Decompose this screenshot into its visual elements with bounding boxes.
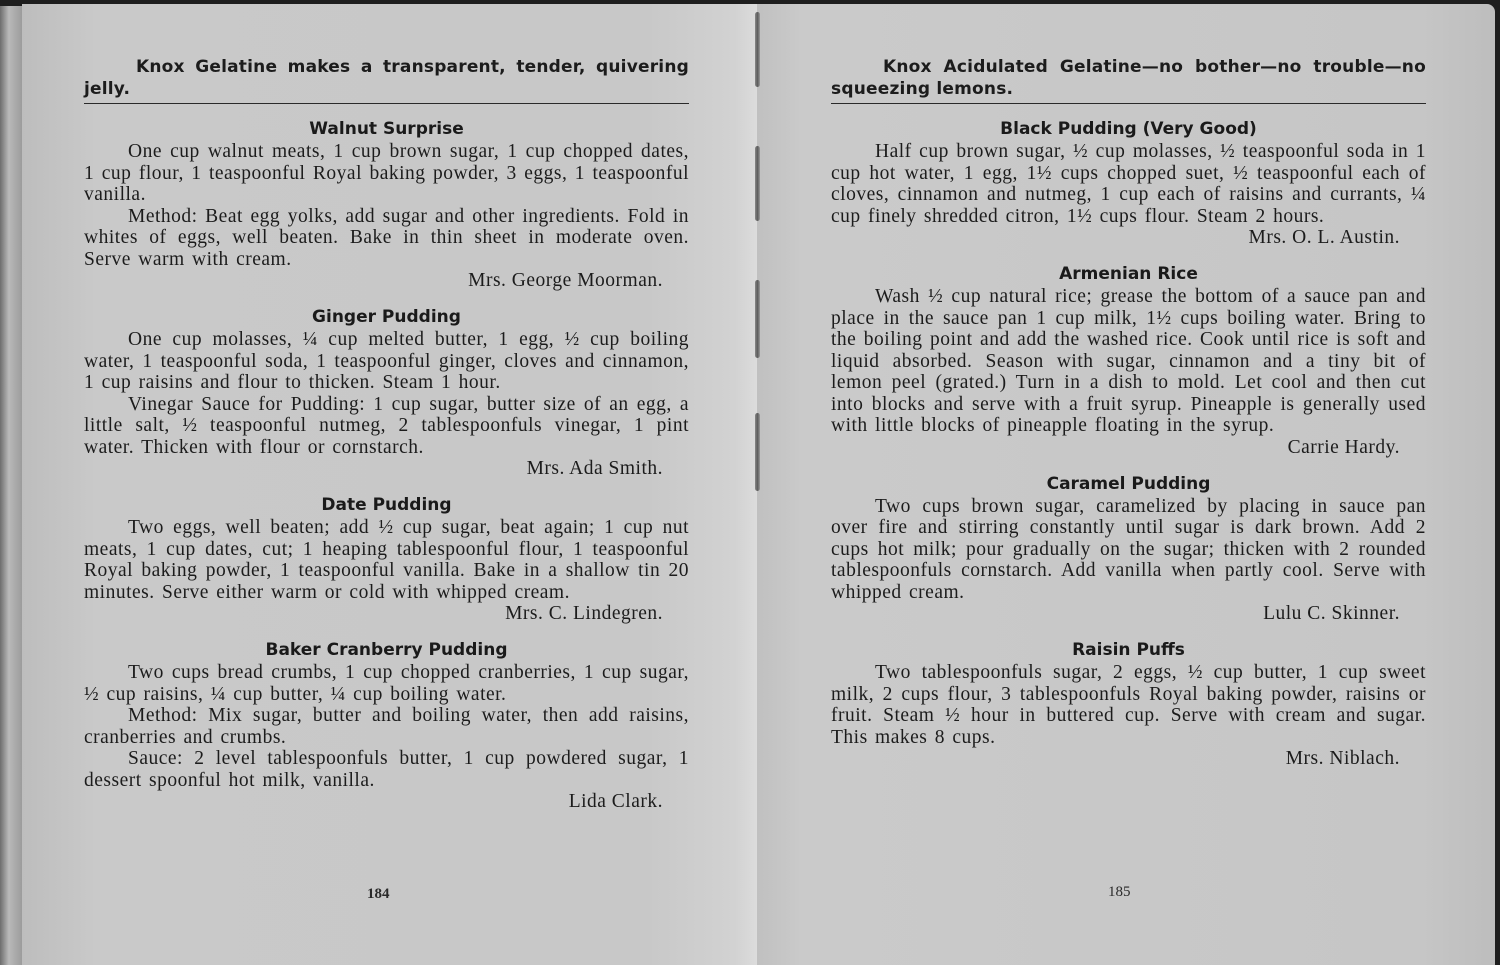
recipe-paragraph: Wash ½ cup natural rice; grease the bottom of a sauce pan and place in the sauce pan 1 cup milk, 1½ cups boiling water. Bring to the boiling point and add the washed rice. Cook until rice is soft and liquid absorbed. Season with sugar, cinnamon and a tiny bit of lemon peel (grated.) Turn in a dish to mold. Let cool and then cut into blocks and serve with a fruit syrup. Pineapple is generally used with little blocks of pineapple floating in the syrup. xyxy=(831,286,1426,436)
recipe-paragraph: Two tablespoonfuls sugar, 2 eggs, ½ cup butter, 1 cup sweet milk, 2 cups flour, 3 tablespoonfuls Royal baking powder, raisins or fruit. Steam ½ hour in buttered cup. Serve with cream and sugar. This makes 8 cups. xyxy=(831,662,1426,748)
recipe-armenian-rice xyxy=(831,263,1426,459)
recipe-author: Mrs. C. Lindegren. xyxy=(505,603,663,624)
recipe-author: Lida Clark. xyxy=(568,791,663,812)
recipe-paragraph: One cup walnut meats, 1 cup brown sugar, 1 cup chopped dates, 1 cup flour, 1 teaspoonful Royal baking powder, 3 eggs, 1 teaspoonful vanilla. xyxy=(84,141,689,205)
page-number: 185 xyxy=(1108,884,1131,900)
recipe-title: Walnut Surprise xyxy=(309,119,464,139)
recipe-date-pudding xyxy=(84,494,689,625)
recipe-black-pudding xyxy=(831,118,1426,249)
recipe-paragraph: Vinegar Sauce for Pudding: 1 cup sugar, butter size of an egg, a little salt, ½ teaspoonful nutmeg, 2 tablespoonfuls vinegar, 1 pint water. Thicken with flour or cornstarch. xyxy=(84,393,689,458)
binding-staple xyxy=(755,12,760,87)
recipe-title: Ginger Pudding xyxy=(312,307,461,327)
recipe-paragraph: Two cups brown sugar, caramelized by placing in sauce pan over fire and stirring constantly until sugar is dark brown. Add 2 cups hot milk; pour gradually on the sugar; thicken with 2 rounded tablespoonfuls cornstarch. Add vanilla when partly cool. Serve with whipped cream. xyxy=(831,495,1426,603)
recipe-baker-cranberry-pudding xyxy=(84,639,689,813)
binding-staple xyxy=(755,413,760,491)
binding-staple xyxy=(755,146,760,221)
recipe-author: Lulu C. Skinner. xyxy=(1263,603,1400,624)
left-tagline: Knox Gelatine makes a transparent, tender, quivering jelly. xyxy=(84,57,689,99)
recipe-title: Armenian Rice xyxy=(1059,264,1198,284)
right-page-content xyxy=(831,56,1426,784)
recipe-title: Caramel Pudding xyxy=(1046,473,1211,494)
right-page xyxy=(757,4,1495,965)
recipe-title: Baker Cranberry Pudding xyxy=(265,640,508,660)
recipe-title: Black Pudding (Very Good) xyxy=(1000,119,1257,139)
recipe-title: Raisin Puffs xyxy=(1072,640,1185,660)
recipe-author: Mrs. George Moorman. xyxy=(468,270,663,291)
recipe-paragraph: Two eggs, well beaten; add ½ cup sugar, beat again; 1 cup nut meats, 1 cup dates, cut; 1 heaping tablespoonful flour, 1 teaspoonful Royal baking powder, 1 teaspoonful vanilla. Bake in a shallow tin 20 minutes. Serve either warm or cold with whipped cream. xyxy=(84,517,689,603)
book-cover-edge xyxy=(0,6,24,965)
recipe-paragraph: Method: Mix sugar, butter and boiling water, then add raisins, cranberries and crumbs. xyxy=(84,705,689,748)
recipe-paragraph: Half cup brown sugar, ½ cup molasses, ½ teaspoonful soda in 1 cup hot water, 1 egg, 1½ cups chopped suet, ½ teaspoonful each of cloves, cinnamon and nutmeg, 1 cup each of raisins and currants, ¼ cup finely shredded citron, 1½ cups flour. Steam 2 hours. xyxy=(831,141,1426,227)
recipe-author: Mrs. O. L. Austin. xyxy=(1248,227,1400,248)
recipe-paragraph: Two cups bread crumbs, 1 cup chopped cranberries, 1 cup sugar, ½ cup raisins, ¼ cup butter, ¼ cup boiling water. xyxy=(84,662,689,705)
recipe-ginger-pudding xyxy=(84,306,689,480)
recipe-author: Mrs. Niblach. xyxy=(1285,748,1400,769)
recipe-raisin-puffs xyxy=(831,639,1426,770)
recipe-caramel-pudding xyxy=(831,473,1426,626)
left-page xyxy=(22,4,757,965)
tagline-rule xyxy=(831,103,1426,104)
tagline-rule xyxy=(84,103,689,104)
recipe-author: Carrie Hardy. xyxy=(1287,436,1400,458)
left-page-content xyxy=(84,56,689,827)
recipe-walnut-surprise xyxy=(84,118,689,292)
recipe-paragraph: Sauce: 2 level tablespoonfuls butter, 1 cup powdered sugar, 1 dessert spoonful hot milk, vanilla. xyxy=(84,748,689,791)
recipe-title: Date Pudding xyxy=(321,495,452,515)
right-tagline: Knox Acidulated Gelatine—no bother—no trouble—no squeezing lemons. xyxy=(831,57,1426,99)
recipe-paragraph: One cup molasses, ¼ cup melted butter, 1 egg, ½ cup boiling water, 1 teaspoonful soda, 1 teaspoonful ginger, cloves and cinnamon, 1 cup raisins and flour to thicken. Steam 1 hour. xyxy=(84,329,689,393)
binding-staple xyxy=(755,280,760,358)
recipe-paragraph: Method: Beat egg yolks, add sugar and other ingredients. Fold in whites of eggs, well beaten. Bake in thin sheet in moderate oven. Serve warm with cream. xyxy=(84,205,689,270)
recipe-author: Mrs. Ada Smith. xyxy=(526,458,663,479)
page-number: 184 xyxy=(367,886,390,902)
